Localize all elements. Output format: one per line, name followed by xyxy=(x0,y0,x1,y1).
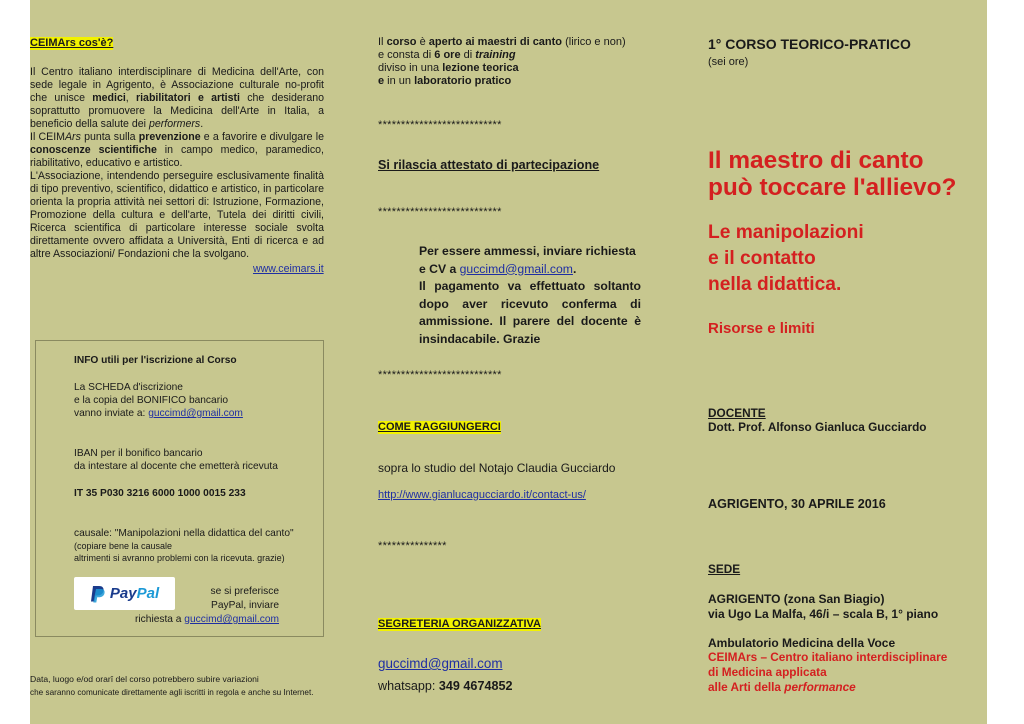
come-raggiungerci-heading: COME RAGGIUNGERCI xyxy=(378,421,501,433)
docente-label: DOCENTE xyxy=(708,406,766,420)
paypal-note2: PayPal, inviare xyxy=(211,600,279,611)
paypal-email-link[interactable]: guccimd@gmail.com xyxy=(184,614,279,625)
course-line4: e in un laboratorio pratico xyxy=(378,75,512,87)
risorse-label: Risorse e limiti xyxy=(708,320,815,337)
course-hours: (sei ore) xyxy=(708,56,749,68)
info-title: INFO utili per l'iscrizione al Corso xyxy=(74,355,237,366)
footer-note2: che saranno comunicate direttamente agli iscritti in regola e anche su Internet. xyxy=(30,688,314,697)
contact-url-link[interactable]: http://www.gianlucagucciardo.it/contact-us/ xyxy=(378,489,586,501)
footer-note1: Data, luogo e/od orarî del corso potrebbero subire variazioni xyxy=(30,674,259,684)
event-date: AGRIGENTO, 30 APRILE 2016 xyxy=(708,497,886,511)
info-scheda-line1: La SCHEDA d'iscrizione xyxy=(74,382,183,393)
admission-text: Per essere ammessi, inviare richiesta e CV a guccimd@gmail.com. Il pagamento va effettuato soltanto dopo aver ricevuto conferma di ammissione. Il parere del docente è insindacabile. Grazie xyxy=(419,244,641,346)
segreteria-heading: SEGRETERIA ORGANIZZATIVA xyxy=(378,618,541,630)
info-scheda-line2: e la copia del BONIFICO bancario xyxy=(74,395,229,406)
studio-text: sopra lo studio del Notajo Claudia Gucciardo xyxy=(378,461,616,475)
course-label: 1° CORSO TEORICO-PRATICO xyxy=(708,36,911,52)
admission-email-link[interactable]: guccimd@gmail.com xyxy=(459,261,573,276)
separator-stars-3: *************************** xyxy=(378,369,502,381)
separator-stars-2: *************************** xyxy=(378,206,502,218)
paypal-note1: se si preferisce xyxy=(210,586,279,597)
about-text xyxy=(30,66,324,261)
docente-name: Dott. Prof. Alfonso Gianluca Gucciardo xyxy=(708,420,927,434)
course-line2: e consta di 6 ore di training xyxy=(378,49,516,61)
causale-note2: altrimenti si avranno problemi con la ricevuta. grazie) xyxy=(74,553,285,563)
about-paragraph-2: Il CEIMArs punta sulla prevenzione e a favorire e divulgare le conoscenze scientifiche in campo medico, paramedico, riabilitativo, educativo e artistico. xyxy=(30,131,324,169)
course-line3: diviso in una lezione teorica xyxy=(378,62,519,74)
about-paragraph-3: L'Associazione, intendendo perseguire esclusivamente finalità di tipo preventivo, scientifico, didattico e artistico, in particolare orienta la propria attività nei settori di: Istruzione, Formazione, Promozione della cultura e dell'arte, Tutela dei diritti civili, Ricerca scientifica di particolare interesse sociale svolta direttamente ovvero affidata a Università, Enti di ricerca e ad altre Associazioni/ Fondazioni che la svolgano. xyxy=(30,170,324,260)
website-link[interactable]: www.ceimars.it xyxy=(253,263,324,275)
info-scheda-line3: vanno inviate a: xyxy=(74,408,149,419)
sede-address: AGRIGENTO (zona San Biagio) via Ugo La Malfa, 46/i – scala B, 1° piano xyxy=(708,592,939,621)
separator-stars-1: *************************** xyxy=(378,119,502,131)
ceimars-heading: CEIMArs cos'è? xyxy=(30,37,114,49)
info-email-link[interactable]: guccimd@gmail.com xyxy=(148,408,243,419)
ambulatorio: Ambulatorio Medicina della Voce xyxy=(708,636,896,650)
separator-stars-4: *************** xyxy=(378,540,447,552)
iban-code: IT 35 P030 3216 6000 1000 0015 233 xyxy=(74,488,246,499)
causale-note1: (copiare bene la causale xyxy=(74,541,173,551)
attestato-heading: Si rilascia attestato di partecipazione xyxy=(378,158,600,172)
sede-label: SEDE xyxy=(708,562,741,576)
causale-text: causale: "Manipolazioni nella didattica del canto" xyxy=(74,528,294,539)
about-paragraph-1: Il Centro italiano interdisciplinare di Medicina dell'Arte, con sede legale in Agrigento, è Associazione culturale no-profit che unisce medici, riabilitatori e artisti che desiderano soprattutto promuovere la Medicina dell'Arte in Italia, a beneficio della salute dei performers. xyxy=(30,66,324,130)
whatsapp-line: whatsapp: 349 4674852 xyxy=(378,679,513,693)
main-title: Il maestro di canto può toccare l'allievo? xyxy=(708,147,957,201)
brochure-page xyxy=(30,0,987,724)
iban-label: IBAN per il bonifico bancario xyxy=(74,448,203,459)
paypal-logo: PayPal xyxy=(74,577,175,610)
segreteria-email-link[interactable]: guccimd@gmail.com xyxy=(378,656,503,671)
paypal-note3: richiesta a xyxy=(135,614,185,625)
ceimars-info: CEIMArs – Centro italiano interdisciplinare di Medicina applicata alle Arti della performance xyxy=(708,650,948,694)
subtitle: Le manipolazioni e il contatto nella didattica. xyxy=(708,222,864,295)
info-box xyxy=(35,340,324,637)
paypal-icon xyxy=(90,585,106,603)
iban-note: da intestare al docente che emetterà ricevuta xyxy=(74,461,278,472)
course-line1: Il corso è aperto ai maestri di canto (lirico e non) xyxy=(378,36,626,48)
